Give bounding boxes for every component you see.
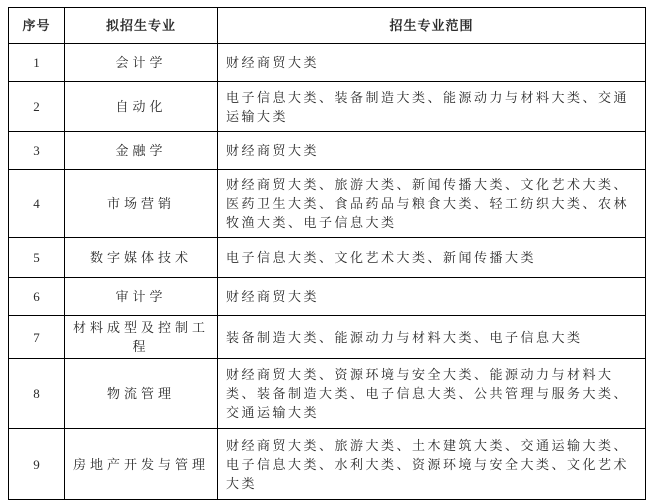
- major-scope-cell: 财经商贸大类、旅游大类、新闻传播大类、文化艺术大类、医药卫生大类、食品药品与粮食大类、轻工纺织大类、农林牧渔大类、电子信息大类: [218, 170, 646, 238]
- major-scope-cell: 装备制造大类、能源动力与材料大类、电子信息大类: [218, 316, 646, 359]
- serial-number-cell: 4: [9, 170, 65, 238]
- table-row: [9, 316, 646, 359]
- header-proposed-major: 拟招生专业: [65, 8, 218, 44]
- serial-number-cell: 2: [9, 82, 65, 132]
- proposed-major-cell: 物流管理: [65, 359, 218, 429]
- proposed-major-cell: 金融学: [65, 132, 218, 170]
- table-row: [9, 82, 646, 132]
- table-row: [9, 278, 646, 316]
- table-header: [9, 8, 646, 44]
- proposed-major-cell: 自动化: [65, 82, 218, 132]
- table-body: [9, 44, 646, 500]
- serial-number-cell: 9: [9, 429, 65, 500]
- serial-number-cell: 5: [9, 238, 65, 278]
- major-scope-cell: 财经商贸大类: [218, 44, 646, 82]
- table-row: [9, 359, 646, 429]
- table-row: [9, 429, 646, 500]
- major-scope-cell: 财经商贸大类、资源环境与安全大类、能源动力与材料大类、装备制造大类、电子信息大类、公共管理与服务大类、交通运输大类: [218, 359, 646, 429]
- major-scope-cell: 财经商贸大类: [218, 132, 646, 170]
- proposed-major-cell: 房地产开发与管理: [65, 429, 218, 500]
- header-row: [9, 8, 646, 44]
- table-row: [9, 238, 646, 278]
- header-major-scope: 招生专业范围: [218, 8, 646, 44]
- table-row: [9, 44, 646, 82]
- major-scope-cell: 财经商贸大类: [218, 278, 646, 316]
- major-scope-cell: 电子信息大类、文化艺术大类、新闻传播大类: [218, 238, 646, 278]
- header-serial-number: 序号: [9, 8, 65, 44]
- serial-number-cell: 3: [9, 132, 65, 170]
- serial-number-cell: 7: [9, 316, 65, 359]
- proposed-major-cell: 数字媒体技术: [65, 238, 218, 278]
- serial-number-cell: 6: [9, 278, 65, 316]
- proposed-major-cell: 审计学: [65, 278, 218, 316]
- proposed-major-cell: 会计学: [65, 44, 218, 82]
- serial-number-cell: 1: [9, 44, 65, 82]
- major-scope-cell: 财经商贸大类、旅游大类、土木建筑大类、交通运输大类、电子信息大类、水利大类、资源环境与安全大类、文化艺术大类: [218, 429, 646, 500]
- proposed-major-cell: 材料成型及控制工程: [65, 316, 218, 359]
- major-scope-cell: 电子信息大类、装备制造大类、能源动力与材料大类、交通运输大类: [218, 82, 646, 132]
- table-row: [9, 170, 646, 238]
- enrollment-majors-table: [8, 7, 646, 500]
- serial-number-cell: 8: [9, 359, 65, 429]
- proposed-major-cell: 市场营销: [65, 170, 218, 238]
- table-row: [9, 132, 646, 170]
